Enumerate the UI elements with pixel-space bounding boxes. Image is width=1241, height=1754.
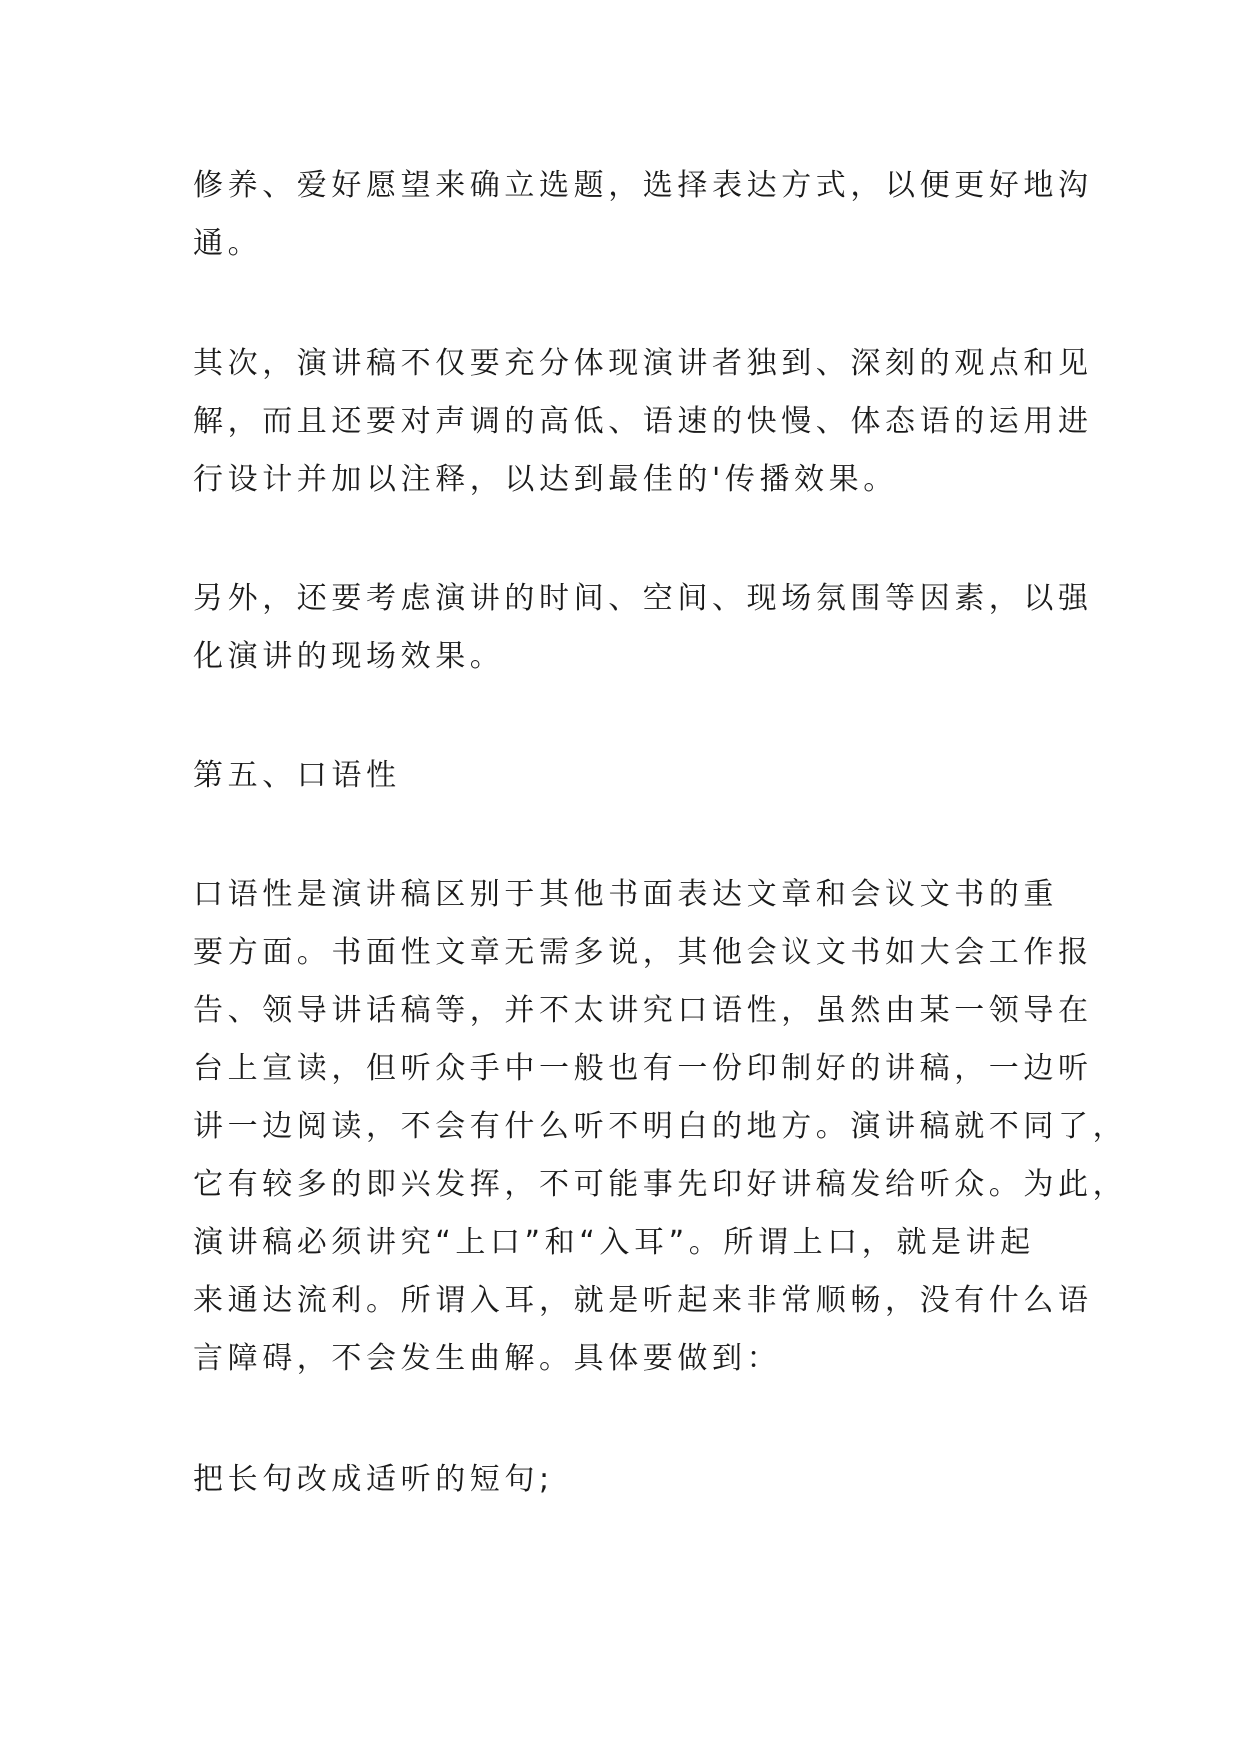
paragraph-furthermore	[193, 570, 1093, 686]
text-line: 把长句改成适听的短句;	[193, 1462, 554, 1497]
text-line: 要方面。书面性文章无需多说，其他会议文书如大会工作报	[193, 935, 1093, 970]
text-line: 通。	[193, 226, 263, 261]
text-line: 言障碍，不会发生曲解。具体要做到：	[193, 1341, 782, 1376]
text-line: 化演讲的现场效果。	[193, 639, 505, 674]
text-line: 它有较多的即兴发挥，不可能事先印好讲稿发给听众。为此，	[193, 1167, 1128, 1202]
text-line: 修养、爱好愿望来确立选题，选择表达方式，以便更好地沟	[193, 168, 1093, 203]
paragraph-secondly	[193, 335, 1093, 509]
paragraph-short-sentences	[193, 1451, 1053, 1509]
text-line: 来通达流利。所谓入耳，就是听起来非常顺畅，没有什么语	[193, 1283, 1093, 1318]
paragraph-topic-selection	[193, 157, 1093, 273]
text-line: 解，而且还要对声调的高低、语速的快慢、体态语的运用进	[193, 404, 1093, 439]
text-line: 其次，演讲稿不仅要充分体现演讲者独到、深刻的观点和见	[193, 346, 1093, 381]
text-line: 口语性是演讲稿区别于其他书面表达文章和会议文书的重	[193, 877, 1058, 912]
text-line: 行设计并加以注释，以达到最佳的'传播效果。	[193, 462, 898, 497]
text-line: 讲一边阅读，不会有什么听不明白的地方。演讲稿就不同了，	[193, 1109, 1128, 1144]
text-line: 演讲稿必须讲究“上口”和“入耳”。所谓上口，就是讲起	[193, 1225, 1035, 1260]
text-line: 告、领导讲话稿等，并不太讲究口语性，虽然由某一领导在	[193, 993, 1093, 1028]
heading-text: 第五、口语性	[193, 758, 401, 793]
section-heading-orality	[193, 747, 1053, 805]
text-line: 台上宣读，但听众手中一般也有一份印制好的讲稿，一边听	[193, 1051, 1093, 1086]
text-line: 另外，还要考虑演讲的时间、空间、现场氛围等因素，以强	[193, 581, 1093, 616]
paragraph-orality	[193, 866, 1128, 1388]
